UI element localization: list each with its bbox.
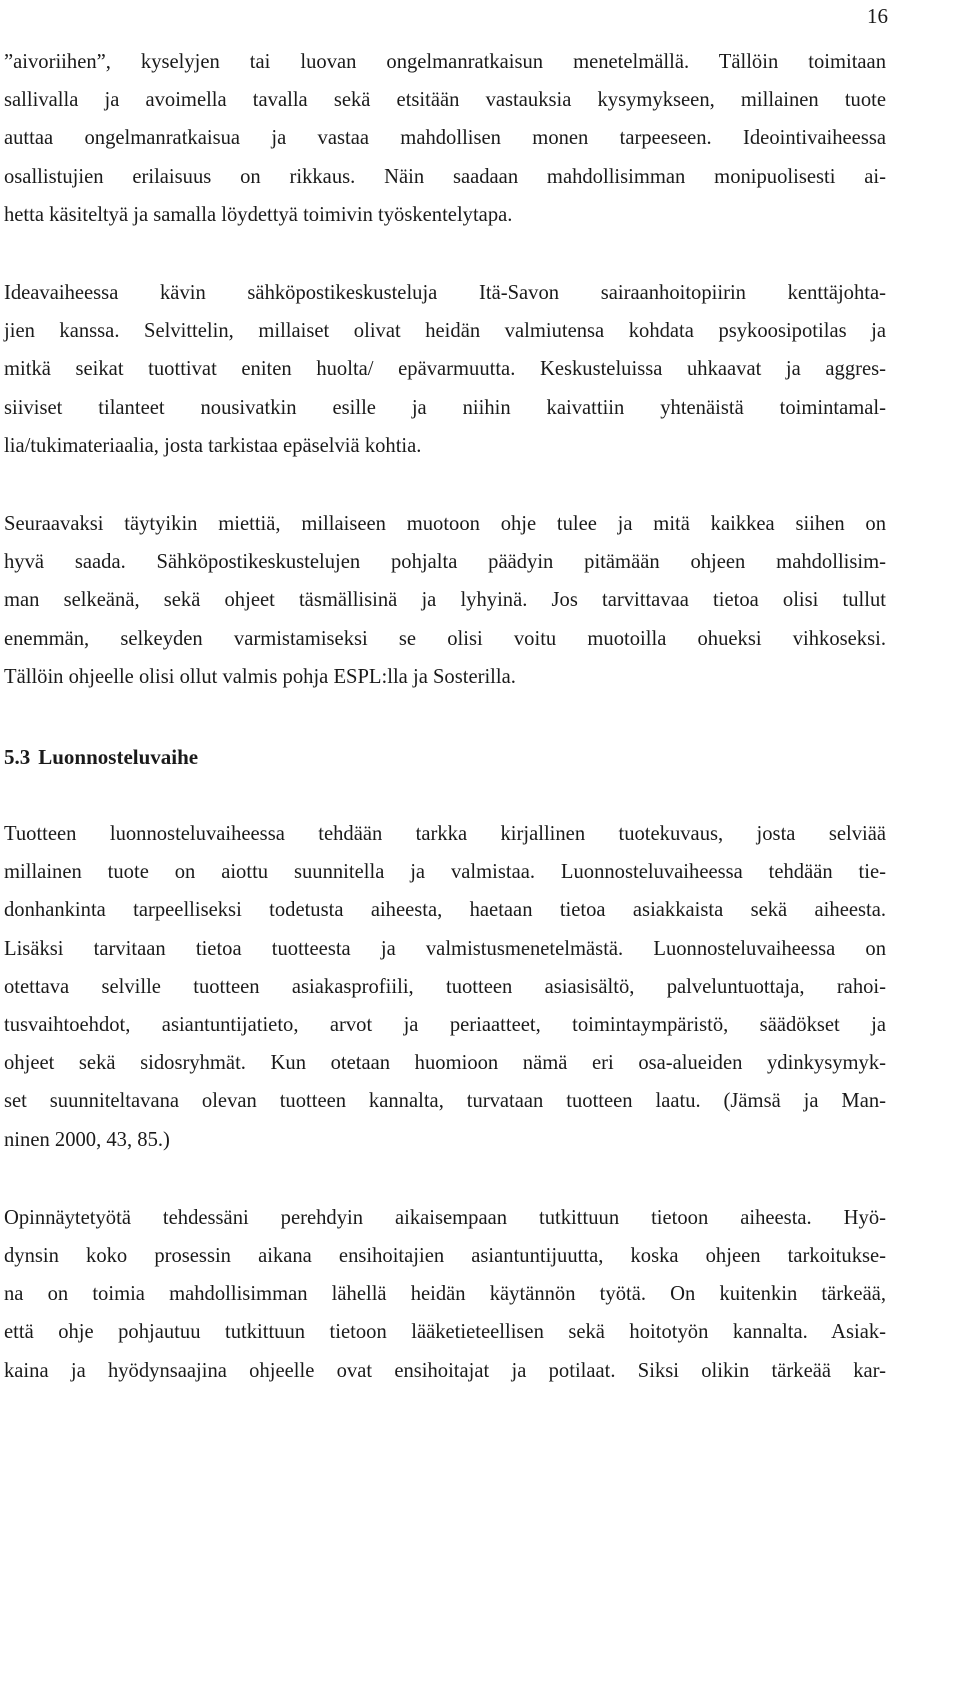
section-number: 5.3 [4, 745, 31, 770]
text-line: lia/tukimateriaalia, josta tarkistaa epäselviä kohtia. [4, 434, 422, 457]
text-line: set suunniteltavana olevan tuotteen kannalta, turvataan tuotteen laatu. (Jämsä ja Man- [4, 1090, 886, 1113]
text-line: man selkeänä, sekä ohjeet täsmällisinä ja lyhyinä. Jos tarvittavaa tietoa olisi tullut [4, 589, 886, 612]
text-line: enemmän, selkeyden varmistamiseksi se olisi voitu muotoilla ohueksi vihkoseksi. [4, 627, 886, 650]
text-line: Ideavaiheessa kävin sähköpostikeskusteluja Itä-Savon sairaanhoitopiirin kenttäjohta- [4, 282, 886, 305]
document-body [4, 43, 886, 1390]
paragraph-3 [4, 505, 886, 696]
page-number: 16 [867, 4, 888, 28]
text-line: Tällöin ohjeelle olisi ollut valmis pohja ESPL:lla ja Sosterilla. [4, 665, 516, 688]
paragraph-2 [4, 274, 886, 465]
text-line: Tuotteen luonnosteluvaiheessa tehdään tarkka kirjallinen tuotekuvaus, josta selviää [4, 823, 886, 846]
paragraph-1 [4, 43, 886, 234]
text-line: osallistujien erilaisuus on rikkaus. Näin saadaan mahdollisimman monipuolisesti ai- [4, 165, 886, 188]
text-line: Lisäksi tarvitaan tietoa tuotteesta ja valmistusmenetelmästä. Luonnosteluvaiheessa on [4, 937, 886, 960]
text-line: tusvaihtoehdot, asiantuntijatieto, arvot ja periaatteet, toimintaympäristö, säädökset ja [4, 1014, 886, 1037]
text-line: siiviset tilanteet nousivatkin esille ja niihin kaivattiin yhtenäistä toimintamal- [4, 396, 886, 419]
text-line: auttaa ongelmanratkaisua ja vastaa mahdollisen monen tarpeeseen. Ideointivaiheessa [4, 127, 886, 150]
text-line: hyvä saada. Sähköpostikeskustelujen pohjalta päädyin pitämään ohjeen mahdollisim- [4, 551, 886, 574]
text-line: Opinnäytetyötä tehdessäni perehdyin aikaisempaan tutkittuun tietoon aiheesta. Hyö- [4, 1206, 886, 1229]
text-line: dynsin koko prosessin aikana ensihoitajien asiantuntijuutta, koska ohjeen tarkoitukse- [4, 1245, 886, 1268]
paragraph-4 [4, 815, 886, 1159]
text-line: Seuraavaksi täytyikin miettiä, millaiseen muotoon ohje tulee ja mitä kaikkea siihen on [4, 513, 886, 536]
text-line: kaina ja hyödynsaajina ohjeelle ovat ensihoitajat ja potilaat. Siksi olikin tärkeää kar- [4, 1359, 886, 1382]
text-line: ”aivoriihen”, kyselyjen tai luovan ongelmanratkaisun menetelmällä. Tällöin toimitaan [4, 51, 886, 73]
text-line: hetta käsiteltyä ja samalla löydettyä toimivin työskentelytapa. [4, 203, 513, 226]
text-line: donhankinta tarpeelliseksi todetusta aiheesta, haetaan tietoa asiakkaista sekä aiheesta. [4, 899, 886, 922]
text-line: na on toimia mahdollisimman lähellä heidän käytännön työtä. On kuitenkin tärkeää, [4, 1283, 886, 1306]
text-line: sallivalla ja avoimella tavalla sekä etsitään vastauksia kysymykseen, millainen tuote [4, 89, 886, 112]
section-title: Luonnosteluvaihe [38, 745, 199, 770]
text-line: millainen tuote on aiottu suunnitella ja valmistaa. Luonnosteluvaiheessa tehdään tie- [4, 861, 886, 884]
text-line: että ohje pohjautuu tutkittuun tietoon lääketieteellisen sekä hoitotyön kannalta. Asiak- [4, 1321, 886, 1344]
text-line: ninen 2000, 43, 85.) [4, 1128, 170, 1151]
text-line: ohjeet sekä sidosryhmät. Kun otetaan huomioon nämä eri osa-alueiden ydinkysymyk- [4, 1052, 886, 1075]
text-line: mitkä seikat tuottivat eniten huolta/ epävarmuutta. Keskusteluissa uhkaavat ja aggres- [4, 358, 886, 381]
section-heading [4, 738, 886, 776]
text-line: otettava selville tuotteen asiakasprofiili, tuotteen asiasisältö, palveluntuottaja, rahoi- [4, 975, 886, 998]
text-line: jien kanssa. Selvittelin, millaiset olivat heidän valmiutensa kohdata psykoosipotilas ja [4, 320, 886, 343]
paragraph-5 [4, 1199, 886, 1390]
